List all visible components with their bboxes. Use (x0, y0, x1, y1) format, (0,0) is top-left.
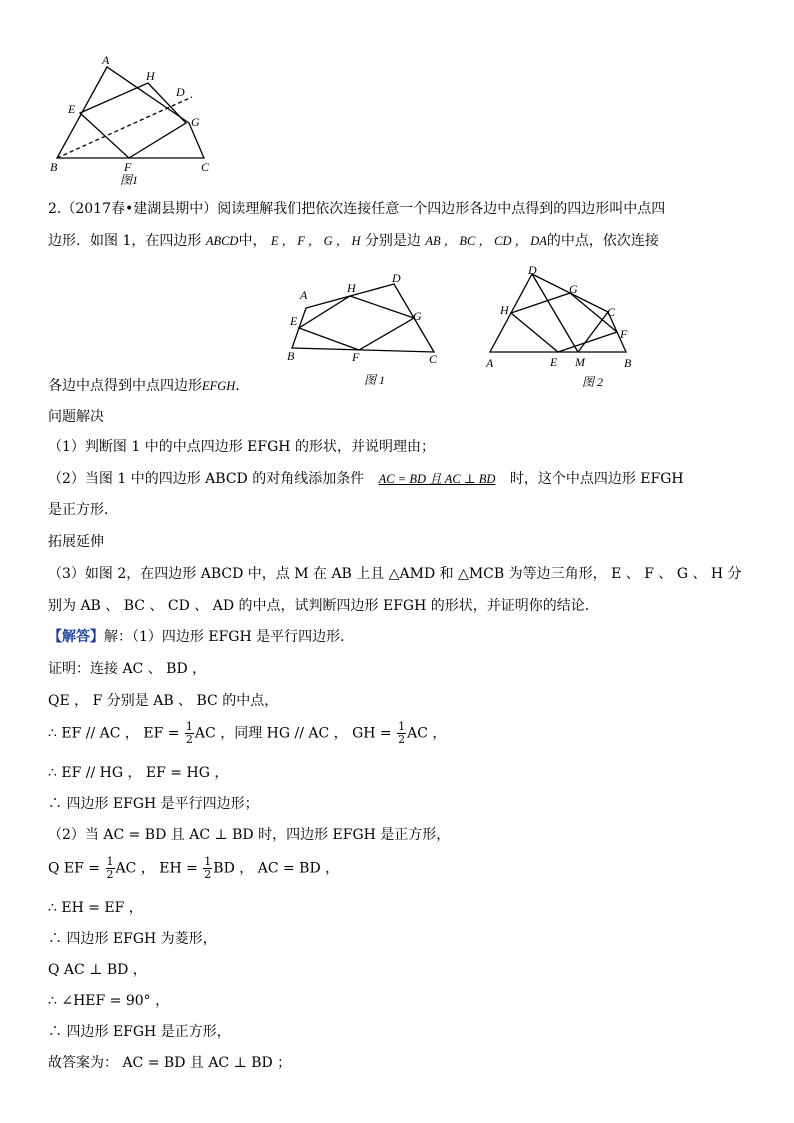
figure-1 (284, 268, 454, 390)
figure-2 (480, 262, 650, 390)
label-M: M (575, 355, 585, 369)
label-F: F (620, 327, 628, 341)
problem-source: （2017春•建湖县期中） (61, 201, 218, 217)
label-A: A (102, 53, 110, 67)
fraction-half: $\frac{1}{2}$ (204, 855, 212, 881)
answer-line-7: （2）当 AC = BD 且 AC ⊥ BD 时，四边形 EFGH 是正方形， (48, 827, 451, 843)
answer-line-2: 证明：连接 AC 、 BD ， (48, 661, 207, 677)
answer-line-5: ∴ EF // HG ， EF = HG ， (48, 765, 229, 781)
answer-tag: 【解答】 (48, 629, 104, 645)
label-E: E (68, 102, 76, 116)
answer-line-8: Q EF = $\frac{1}{2}$ AC ， EH = $\frac{1}{2}$ BD ， AC = BD ， (48, 855, 340, 881)
question-3-line-2: 别为 AB 、 BC 、 CD 、 AD 的中点，试判断四边形 EFGH 的形状，并证明你的结论． (48, 598, 599, 614)
caption-fig1: 图 1 (364, 373, 386, 387)
answer-line-4: ∴ EF // AC ， EF = $\frac{1}{2}$ AC ，同理 HG // AC ， GH = $\frac{1}{2}$ AC ， (48, 720, 447, 746)
answer-line-14: 故答案为： AC = BD 且 AC ⊥ BD ； (48, 1055, 292, 1071)
label-H: H (146, 69, 155, 83)
label-D: D (528, 263, 537, 277)
label-B: B (50, 160, 58, 174)
problem-line-3: 各边中点得到中点四边形EFGH． (48, 378, 250, 394)
problem-line-2: 边形．如图 1，在四边形 ABCD中， E ， F ， G ， H 分别是边 AB ， BC ， CD ， DA的中点，依次连接 (48, 233, 659, 249)
label-D: D (392, 271, 401, 285)
question-1: （1）判断图 1 中的中点四边形 EFGH 的形状，并说明理由； (48, 439, 435, 455)
question-2-line-1: （2）当图 1 中的四边形 ABCD 的对角线添加条件 AC = BD 且 AC ⊥ BD 时，这个中点四边形 EFGH (48, 471, 684, 487)
answer-line-9: ∴ EH = EF ， (48, 900, 143, 916)
figure-top (44, 50, 224, 190)
label-A: A (486, 356, 494, 370)
fraction-half: $\frac{1}{2}$ (185, 720, 193, 746)
answer-line-12: ∴ ∠HEF = 90° ， (48, 993, 170, 1009)
label-D: D (176, 85, 185, 99)
answer-line-1: 【解答】解：（1）四边形 EFGH 是平行四边形． (48, 629, 355, 645)
label-F: F (124, 160, 132, 174)
label-H: H (347, 281, 356, 295)
label-G: G (191, 115, 200, 129)
label-A: A (300, 288, 308, 302)
section-problem-solving: 问题解决 (48, 409, 104, 425)
label-E: E (290, 314, 298, 328)
label-E: E (550, 355, 558, 369)
caption-fig1-top: 图1 (120, 173, 139, 187)
answer-line-6: ∴ 四边形 EFGH 是平行四边形； (48, 796, 259, 812)
label-H: H (500, 303, 509, 317)
fraction-half: $\frac{1}{2}$ (398, 720, 406, 746)
label-C: C (429, 352, 438, 366)
label-F: F (352, 350, 360, 364)
label-C: C (201, 160, 210, 174)
answer-line-13: ∴ 四边形 EFGH 是正方形， (48, 1024, 231, 1040)
question-3-line-1: （3）如图 2，在四边形 ABCD 中，点 M 在 AB 上且 △AMD 和 △MCB 为等边三角形， E 、 F 、 G 、 H 分 (48, 566, 742, 582)
section-extension: 拓展延伸 (48, 534, 104, 550)
label-C: C (607, 305, 616, 319)
problem-number: 2. (48, 201, 62, 217)
answer-line-11: Q AC ⊥ BD ， (48, 962, 147, 978)
fraction-half: $\frac{1}{2}$ (106, 855, 114, 881)
label-B: B (624, 356, 632, 370)
caption-fig2: 图 2 (582, 375, 604, 389)
label-B: B (287, 349, 295, 363)
label-G: G (569, 282, 578, 296)
answer-line-10: ∴ 四边形 EFGH 为菱形， (48, 931, 217, 947)
answer-line-3: QE ， F 分别是 AB 、 BC 的中点， (48, 693, 279, 709)
label-G: G (413, 309, 422, 323)
answer-blank: AC = BD 且 AC ⊥ BD (378, 472, 496, 486)
question-2-line-2: 是正方形． (48, 502, 118, 518)
problem-line-1: 2.（2017春•建湖县期中）阅读理解我们把依次连接任意一个四边形各边中点得到的四边形叫中点四 (48, 201, 666, 217)
